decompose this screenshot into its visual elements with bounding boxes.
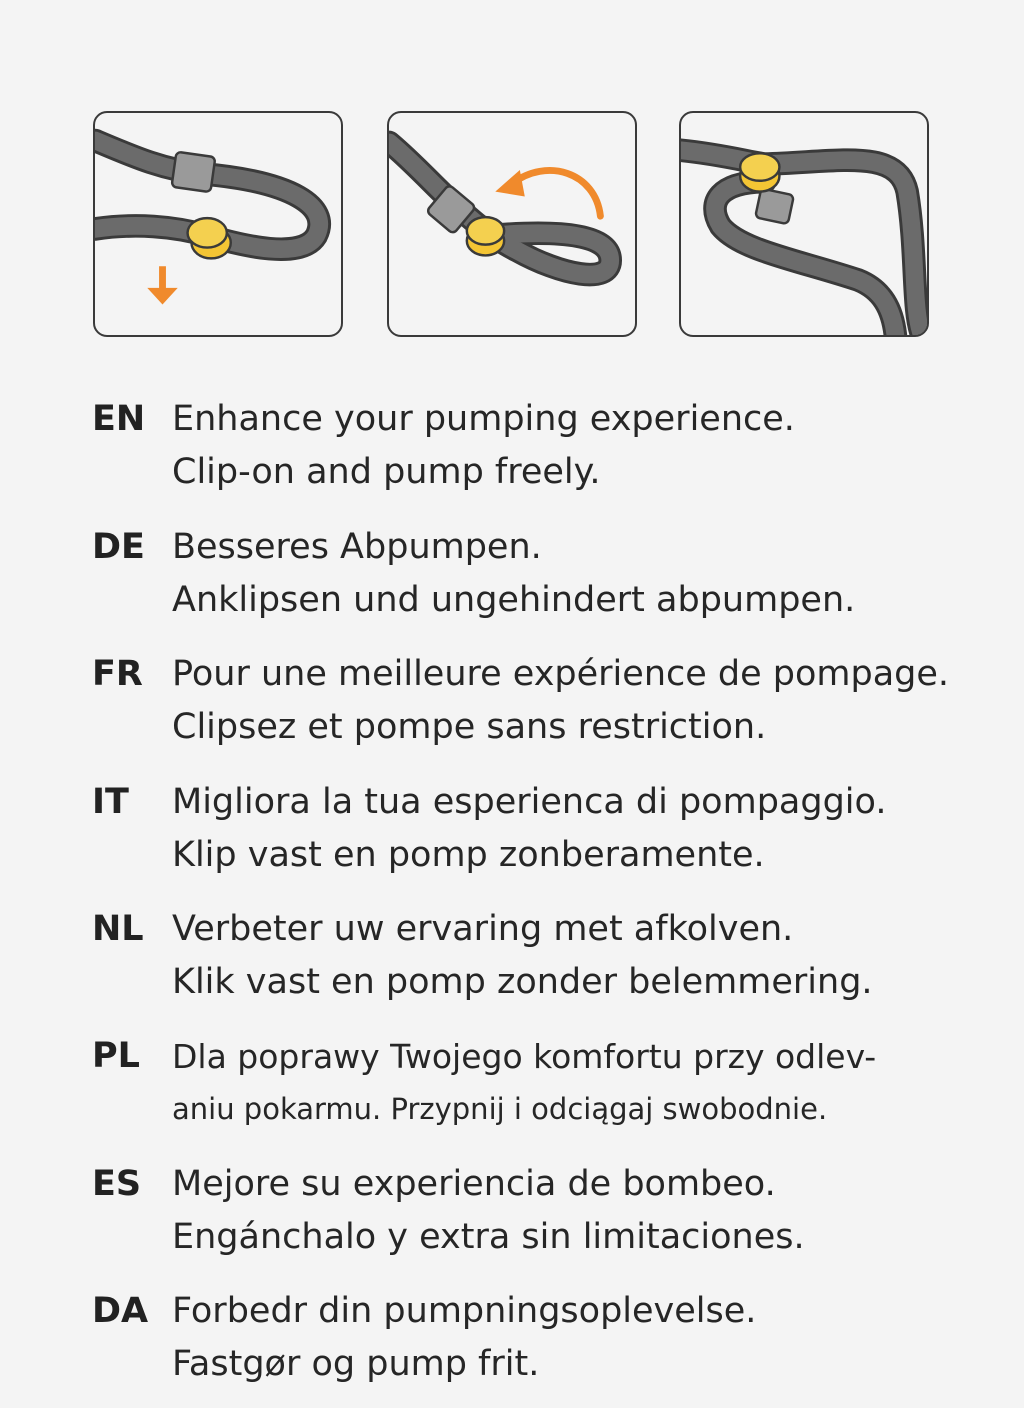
text-line-1: Migliora la tua esperienca di pompaggio. <box>172 782 887 822</box>
leash-clip-step-2-icon <box>389 113 635 335</box>
text-line-2: Klip vast en pomp zonberamente. <box>172 835 765 875</box>
text-line-2: Engánchalo y extra sin limitaciones. <box>172 1217 805 1257</box>
language-code: NL <box>92 909 144 949</box>
text-line-2: Klik vast en pomp zonder belemmering. <box>172 962 873 1002</box>
illustration-step-1 <box>93 111 343 337</box>
text-line-1: Mejore su experiencia de bombeo. <box>172 1164 776 1204</box>
text-line-2: Anklipsen und ungehindert abpumpen. <box>172 580 856 620</box>
language-code: EN <box>92 399 146 439</box>
text-line-2: Clipsez et pompe sans restriction. <box>172 707 767 747</box>
language-code: DE <box>92 527 145 567</box>
language-code: IT <box>92 782 129 822</box>
text-line-1: Besseres Abpumpen. <box>172 527 542 567</box>
down-arrow-icon <box>147 266 177 304</box>
language-text <box>172 648 1017 754</box>
language-code: ES <box>92 1164 142 1204</box>
text-line-1: Pour une meilleure expérience de pompage. <box>172 654 950 694</box>
curved-arrow-icon <box>495 170 600 216</box>
text-line-2: aniu pokarmu. Przypnij i odciągaj swobodnie. <box>172 1092 828 1126</box>
text-line-2: Clip-on and pump freely. <box>172 452 601 492</box>
language-text <box>172 776 1017 882</box>
language-code: PL <box>92 1036 140 1076</box>
language-text <box>172 1030 1017 1136</box>
illustration-step-2 <box>387 111 637 337</box>
language-code: DA <box>92 1291 149 1331</box>
language-text <box>172 1158 1017 1264</box>
language-text <box>172 1285 1017 1391</box>
text-line-1: Forbedr din pumpningsoplevelse. <box>172 1291 757 1331</box>
leash-clip-step-1-icon <box>95 113 341 335</box>
language-text <box>172 521 1017 627</box>
text-line-2: Fastgør og pump frit. <box>172 1344 540 1384</box>
language-text <box>172 393 1017 499</box>
language-code: FR <box>92 654 143 694</box>
text-line-1: Dla poprawy Twojego komfortu przy odlev- <box>172 1037 877 1076</box>
text-line-1: Verbeter uw ervaring met afkolven. <box>172 909 794 949</box>
illustration-step-3 <box>679 111 929 337</box>
language-text <box>172 903 1017 1009</box>
text-line-1: Enhance your pumping experience. <box>172 399 795 439</box>
leash-clip-step-3-icon <box>681 113 927 335</box>
